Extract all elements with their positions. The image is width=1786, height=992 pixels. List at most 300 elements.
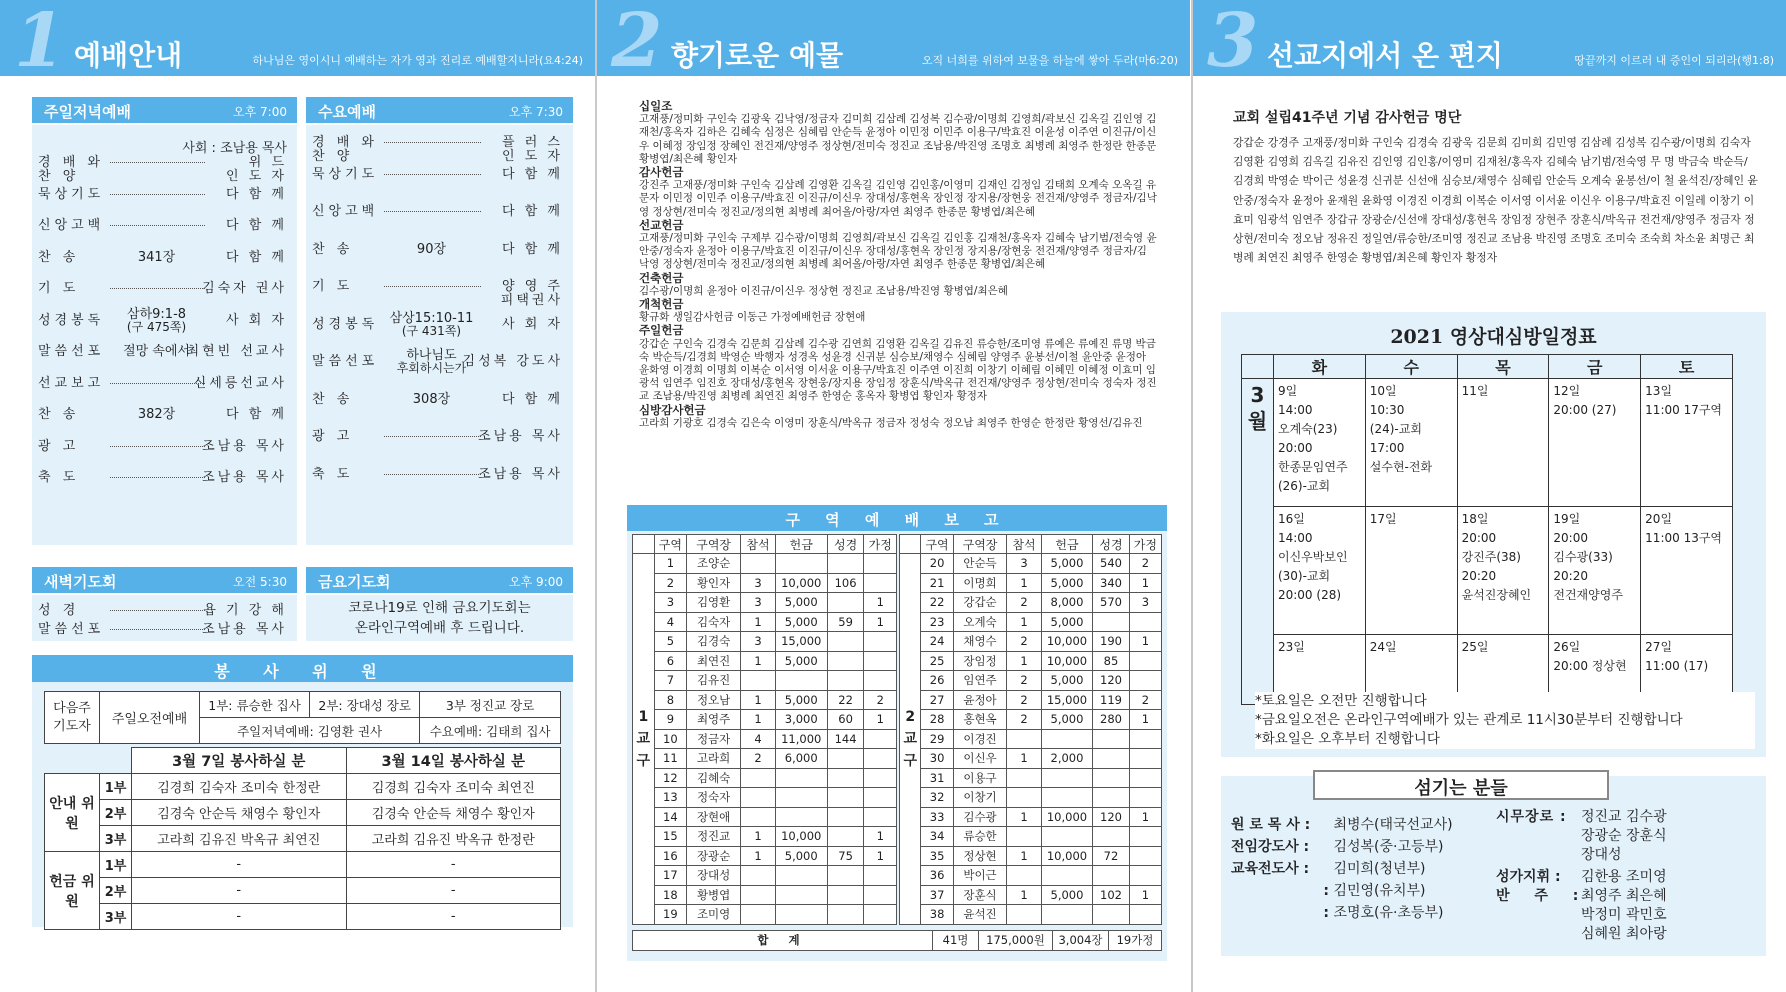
report-cell: 30	[921, 749, 953, 769]
order-row	[306, 388, 573, 408]
order-row	[306, 238, 573, 258]
visit-entry: 한종문임연주	[1277, 460, 1348, 474]
wed-prayer: 수요예배: 김태희 집사	[420, 718, 561, 744]
offering-entries	[639, 100, 1157, 430]
weekday-header: 화	[1273, 355, 1365, 379]
report-cell	[827, 905, 864, 925]
district1-table	[632, 534, 897, 925]
report-cell: 1	[1129, 632, 1161, 652]
report-cell: 24	[921, 632, 953, 652]
calendar-week	[1242, 507, 1733, 635]
leader-dots	[384, 275, 481, 287]
report-cell	[1007, 729, 1041, 749]
part-label: 3부	[100, 904, 132, 930]
calendar-day	[1365, 379, 1457, 507]
order-leader: 다 함 께	[502, 391, 563, 407]
report-cell: 채영수	[953, 632, 1007, 652]
report-cell	[1093, 768, 1130, 788]
leader-dots	[110, 435, 205, 447]
anniversary-names: 강갑순 강경주 고재풍/정미화 구인숙 김경숙 김광욱 김문희 김미희 김민영 김삼례 김성복 김수광/이명희 김숙자 김영환 김영희 김옥길 김유진 김인영 김인홍/이영미 김재천/홍옥자 김혜숙 남기범/전숙영 무 명 박금숙 박순득/김경희 박영순 박이근 성윤경 신귀분 신선애 심승보/채영수 심혜림 안순득 오계숙 윤봉선/이 철 윤석진/장혜인 윤안중/정숙자 윤정아 윤재원 윤화영 이경진 이경희 이복순 이서영 이서윤 이신우 이용구/박효진 이일레 이창기 이효미 임광석 임연주 장갑규 장광순/신선애 장대성/홍현옥 장임정 장현주 장훈식/박옥규 전건재/양영주 정금자 정상현/전미숙 정오남 정유진 정일연/류승한/조미영 정진교 조남용 박진영 조명호 조미숙 조숙희 차소윤 최명근 최병례 최연진 최영주 한영순 황병엽/최은혜 황인자 황정자	[1233, 136, 1758, 265]
report-col-header: 성경	[1093, 535, 1130, 554]
report-cell: 최영주	[687, 710, 741, 730]
choir-names	[1581, 868, 1667, 944]
report-cell: 33	[921, 807, 953, 827]
calendar-box	[1221, 312, 1766, 757]
offering-names: 강진주 고재풍/정미화 구인숙 김삼례 김영환 김옥길 김인영 김인홍/이영미 김재인 김정임 김태희 오계숙 오옥길 유문자 이민정 이민주 이용구/박효진 이진규/이신우 장대성/홍현옥 장인정 장지용/장현웅 전건재/양영주 정금자/김낙영 정상현/전미숙 정진교/정의현 최병례 최어올/아랑/자연 최영주 한종문 황병엽/최은혜	[639, 179, 1157, 218]
report-row	[900, 905, 1162, 925]
report-cell: 35	[921, 846, 953, 866]
offering-names: 김수광/이명희 윤정아 이진규/이신우 정상현 정진교 조남용/박진영 황병엽/최은혜	[639, 284, 1008, 297]
calendar-note: *화요일은 오후부터 진행합니다	[1255, 731, 1440, 747]
report-cell: 1	[741, 612, 776, 632]
offering-category: 심방감사헌금	[639, 402, 706, 417]
report-cell	[741, 554, 776, 574]
report-cell	[1007, 788, 1041, 808]
duty-row	[45, 826, 561, 852]
visit-entry: 14:00	[1277, 531, 1313, 545]
order-row	[32, 277, 297, 297]
report-cell: 2	[864, 690, 897, 710]
report-cell: 23	[921, 612, 953, 632]
duty-names: -	[346, 852, 561, 878]
duty-row	[45, 904, 561, 930]
service-committee-title: 봉 사 위 원	[32, 655, 573, 682]
dawn-prayer-body	[32, 595, 297, 641]
report-cell: 홍현옥	[953, 710, 1007, 730]
report-cell: 조미영	[687, 905, 741, 925]
order-item: 경 배 와	[38, 155, 104, 170]
day-number: 23일	[1277, 640, 1305, 654]
calendar-day	[1273, 507, 1365, 635]
order-content: 삼상15:10-11	[389, 310, 474, 326]
duty-names: 김경숙 안순득 채영수 황인자	[132, 800, 347, 826]
day-number: 16일	[1277, 512, 1305, 526]
report-cell	[1041, 866, 1093, 886]
visit-entry: 20:00	[1461, 531, 1497, 545]
report-cell: 1	[1129, 710, 1161, 730]
order-leader: 최현빈 선교사	[186, 344, 287, 359]
report-cell: 3	[741, 632, 776, 652]
report-cell: 장대성	[687, 866, 741, 886]
report-row	[633, 573, 897, 593]
am-part3: 3부 정진교 장로	[420, 692, 561, 718]
report-row	[900, 612, 1162, 632]
report-row	[633, 690, 897, 710]
report-cell	[775, 554, 827, 574]
staff-row	[1231, 902, 1444, 922]
report-row	[900, 866, 1162, 886]
order-content: 절망 속에서	[123, 344, 190, 359]
friday-prayer-title: 금요기도회 오후 9:00	[306, 567, 573, 593]
report-cell: 김수광	[953, 807, 1007, 827]
order-leader-sub: 인 도 자	[226, 169, 287, 184]
leader-dots	[384, 425, 481, 437]
order-content: 삼하9:1-8	[127, 306, 187, 322]
am-part1: 1부: 류승한 집사	[200, 692, 310, 718]
order-row	[306, 310, 573, 338]
staff-name: 김성복(중·고등부)	[1329, 839, 1444, 855]
report-cell: 4	[741, 729, 776, 749]
order-item: 찬 송	[38, 249, 80, 265]
header-band	[0, 0, 595, 84]
visit-entry: 20:00 정상현	[1553, 659, 1627, 673]
order-item: 축 도	[312, 466, 354, 482]
report-cell: 이용구	[953, 768, 1007, 788]
report-cell: 1	[741, 710, 776, 730]
report-cell: 20	[921, 554, 953, 574]
offering-category: 개척헌금	[639, 297, 684, 312]
calendar-week	[1242, 379, 1733, 507]
report-cell: 1	[1007, 612, 1041, 632]
pm-prayer: 주일저녁예배: 김영환 권사	[200, 718, 420, 744]
duty-names: -	[132, 904, 347, 930]
order-leader: 김성복 강도사	[462, 354, 563, 369]
day-number: 20일	[1645, 512, 1673, 526]
weekday-header: 목	[1457, 355, 1549, 379]
report-cell: 2	[1007, 593, 1041, 613]
sunday-evening-title: 주일저녁예배 오후 7:00	[32, 97, 297, 123]
order-item: 축 도	[38, 470, 80, 485]
order-row	[32, 618, 297, 638]
total-offering: 175,000원	[979, 931, 1053, 951]
day-number: 17일	[1369, 512, 1397, 526]
order-leader: 다 함 께	[502, 204, 563, 219]
total-family: 19가정	[1109, 931, 1162, 951]
report-cell	[1129, 651, 1161, 671]
district-label: 1 교 구	[633, 554, 655, 925]
report-cell: 2	[741, 749, 776, 769]
report-row	[900, 749, 1162, 769]
section-title: 선교지에서 온 편지	[1267, 39, 1503, 72]
report-cell: 1	[741, 651, 776, 671]
order-item-sub: 찬 양	[38, 169, 80, 184]
report-cell	[775, 768, 827, 788]
calendar-day	[1549, 507, 1641, 635]
report-header-row	[633, 535, 897, 554]
elder-names	[1581, 808, 1667, 865]
report-cell	[827, 866, 864, 886]
leader-dots	[110, 277, 205, 289]
order-row	[32, 306, 297, 334]
visit-entry: 20:00	[1553, 531, 1588, 545]
weekday-header: 토	[1641, 355, 1733, 379]
report-cell: 10,000	[1041, 632, 1093, 652]
report-cell: 27	[921, 690, 953, 710]
leader-dots	[384, 463, 481, 475]
order-leader: 다 함 께	[226, 407, 287, 422]
report-cell	[827, 554, 864, 574]
report-cell: 1	[864, 846, 897, 866]
offering-category: 감사헌금	[639, 165, 684, 180]
section-number: 1	[14, 0, 66, 84]
duty-names: 김경숙 안순득 채영수 황인자	[346, 800, 561, 826]
report-cell	[1129, 866, 1161, 886]
order-item: 찬 송	[312, 241, 354, 257]
report-col-header: 구역장	[687, 535, 741, 554]
offering-category: 십일조	[639, 99, 673, 113]
report-cell	[864, 768, 897, 788]
report-cell: 14	[654, 807, 686, 827]
report-cell	[864, 632, 897, 652]
order-item: 광 고	[312, 429, 354, 444]
report-cell: 3	[1129, 593, 1161, 613]
report-cell: 8,000	[1041, 593, 1093, 613]
week2-header: 3월 14일 봉사하실 분	[346, 748, 561, 774]
sunday-evening-order	[32, 125, 297, 545]
report-cell	[827, 768, 864, 788]
visit-entry: 이신우박보인	[1277, 550, 1348, 564]
staff-row	[1231, 880, 1426, 900]
report-header-row	[900, 535, 1162, 554]
visit-entry: 강진주(38)	[1461, 550, 1521, 564]
report-cell	[775, 905, 827, 925]
order-leader: 신세릉선교사	[193, 375, 287, 391]
report-cell	[741, 807, 776, 827]
report-cell	[864, 554, 897, 574]
report-row	[900, 807, 1162, 827]
report-cell	[827, 632, 864, 652]
report-cell	[1129, 827, 1161, 847]
report-cell	[864, 905, 897, 925]
report-cell: 정진교	[687, 827, 741, 847]
report-row	[900, 729, 1162, 749]
report-cell: 1	[864, 612, 897, 632]
order-leader: 조남용 목사	[202, 470, 287, 485]
section-title: 향기로운 예물	[671, 39, 844, 72]
order-item: 성 경	[38, 603, 80, 618]
report-cell: 장현애	[687, 807, 741, 827]
report-cell: 1	[1007, 807, 1041, 827]
visit-entry: 20:20	[1461, 569, 1497, 583]
report-cell	[864, 651, 897, 671]
calendar-day	[1549, 379, 1641, 507]
report-cell	[1041, 768, 1093, 788]
report-row	[633, 651, 897, 671]
duty-names: 김경희 김숙자 조미숙 최연진	[346, 774, 561, 800]
leader-dots	[110, 151, 205, 163]
anniversary-box	[1221, 95, 1766, 295]
report-cell: 119	[1093, 690, 1130, 710]
order-leader: 조남용 목사	[478, 429, 563, 444]
staff-row	[1231, 836, 1444, 856]
order-row	[306, 463, 573, 483]
report-row	[900, 710, 1162, 730]
staff-name: 조명호(유·초등부)	[1329, 905, 1444, 921]
report-col-header: 구역장	[953, 535, 1007, 554]
report-cell: 120	[1093, 671, 1130, 691]
report-cell: 김영환	[687, 593, 741, 613]
report-row	[633, 866, 897, 886]
order-leader: 다 함 께	[502, 241, 563, 257]
visit-calendar	[1241, 354, 1733, 705]
report-cell: 340	[1093, 573, 1130, 593]
district-col	[633, 535, 655, 554]
report-cell: 190	[1093, 632, 1130, 652]
week1-header: 3월 7일 봉사하실 분	[132, 748, 347, 774]
report-cell: 11	[654, 749, 686, 769]
report-cell	[1007, 866, 1041, 886]
calendar-header-row	[1242, 355, 1733, 379]
report-cell: 5	[654, 632, 686, 652]
report-cell: 1	[1007, 846, 1041, 866]
report-cell: 2,000	[1041, 749, 1093, 769]
report-cell: 3	[1007, 554, 1041, 574]
total-label: 합 계	[633, 931, 933, 951]
order-item: 찬 송	[312, 391, 354, 407]
report-cell	[1129, 846, 1161, 866]
duty-names: 김경희 김숙자 조미숙 한정란	[132, 774, 347, 800]
report-cell	[827, 651, 864, 671]
report-row	[633, 905, 897, 925]
visit-entry: 11:00 13구역	[1645, 531, 1723, 545]
district-label: 2 교 구	[900, 554, 921, 925]
order-leader: 다 함 께	[502, 166, 563, 182]
order-item: 성경봉독	[312, 316, 379, 332]
calendar-day	[1457, 507, 1549, 635]
report-cell	[864, 573, 897, 593]
section-title: 예배안내	[74, 39, 183, 72]
report-col-header: 가정	[1129, 535, 1161, 554]
report-cell: 1	[741, 846, 776, 866]
order-leader: 사 회 자	[502, 316, 563, 332]
order-row	[306, 200, 573, 220]
order-leader: 조남용 목사	[478, 466, 563, 482]
order-item: 묵상기도	[38, 186, 105, 202]
order-item: 기 도	[312, 279, 354, 294]
calendar-title: 2021 영상대심방일정표	[1390, 326, 1597, 348]
report-cell: 11,000	[775, 729, 827, 749]
report-cell: 이창기	[953, 788, 1007, 808]
report-cell	[827, 788, 864, 808]
duty-table	[44, 747, 561, 930]
day-number: 11일	[1461, 384, 1489, 398]
report-cell: 144	[827, 729, 864, 749]
report-cell: 12	[654, 768, 686, 788]
calendar-day	[1641, 379, 1733, 507]
visit-entry: 20:00 (28)	[1277, 588, 1342, 602]
order-row	[32, 151, 297, 184]
report-cell: 540	[1093, 554, 1130, 574]
report-cell: 10,000	[1041, 846, 1093, 866]
duty-names: -	[346, 904, 561, 930]
offering-names: 강갑순 구인숙 김경숙 김문희 김삼례 김수광 김연희 김영환 김옥길 김유진 류승한/조미영 류예은 류예진 류명 박금숙 박순득/김경희 박영순 박행자 성경옥 성윤경 신귀분 심승보/채영수 심혜림 양영주 윤봉선/이철 윤안중 윤정아 윤화영 이경희 이명희 이복순 이서영 이서윤 이용구/박효진 이주연 이진희 이창기 이혜림 이혜민 이혜정 이효미 임광석 임연주 임진호 장대성/홍현옥 장현웅/장지용 장임정 장훈식/박옥규 전건재/양영주 정상현/전미숙 정숙자 정진교 조남용/박진영 최병례 최연진 최영주 한영순 홍옥자 황병엽 황인자 황정자	[639, 337, 1157, 403]
offering-committee-label: 헌금 위원	[45, 852, 100, 930]
report-cell: 280	[1093, 710, 1130, 730]
header-band	[597, 0, 1190, 84]
report-cell: 17	[654, 866, 686, 886]
calendar-note: *토요일은 오전만 진행합니다	[1255, 693, 1427, 709]
order-row	[32, 372, 297, 392]
month-corner	[1242, 355, 1274, 379]
report-cell	[1129, 905, 1161, 925]
report-cell: 2	[1007, 632, 1041, 652]
duty-row	[45, 800, 561, 826]
visit-entry: 11:00 (17)	[1645, 659, 1709, 673]
report-row	[900, 885, 1162, 905]
order-row	[306, 275, 573, 308]
visit-entry: 오계숙(23)	[1277, 422, 1338, 436]
report-cell: 60	[827, 710, 864, 730]
calendar-day	[1273, 379, 1365, 507]
next-prayer-label: 다음주 기도자	[45, 692, 100, 744]
report-cell: 10,000	[775, 573, 827, 593]
report-cell	[827, 827, 864, 847]
leader-dots	[110, 372, 205, 384]
report-cell	[864, 807, 897, 827]
calendar-note: *금요일오전은 온라인구역예배가 있는 관계로 11시30분부터 진행합니다	[1255, 712, 1683, 728]
report-row	[633, 632, 897, 652]
staff-role: :	[1323, 905, 1329, 921]
report-cell: 16	[654, 846, 686, 866]
report-row	[900, 651, 1162, 671]
calendar-day	[1365, 507, 1457, 635]
report-cell	[775, 671, 827, 691]
report-cell: 이신우	[953, 749, 1007, 769]
order-item: 묵상기도	[312, 166, 379, 182]
report-cell: 8	[654, 690, 686, 710]
report-cell	[827, 749, 864, 769]
report-cell: 5,000	[775, 690, 827, 710]
order-content: 90장	[416, 241, 447, 257]
visit-entry: 설수현-전화	[1369, 460, 1433, 474]
visit-entry: 11:00 17구역	[1645, 403, 1723, 417]
host: 사회 : 조남용 목사	[182, 141, 287, 156]
day-number: 10일	[1369, 384, 1397, 398]
report-cell: 4	[654, 612, 686, 632]
staff-role: 원 로 목 사 :	[1231, 817, 1311, 833]
report-col-header: 헌금	[1041, 535, 1093, 554]
part-label: 2부	[100, 878, 132, 904]
report-row	[900, 846, 1162, 866]
order-row	[32, 246, 297, 266]
day-number: 24일	[1369, 640, 1397, 654]
report-cell: 조양순	[687, 554, 741, 574]
report-cell: 22	[827, 690, 864, 710]
report-cell: 정오남	[687, 690, 741, 710]
report-cell: 1	[741, 827, 776, 847]
calendar-notes	[1255, 692, 1755, 749]
report-row	[633, 885, 897, 905]
report-cell	[827, 671, 864, 691]
report-total	[632, 930, 1162, 951]
page-offerings	[597, 0, 1190, 992]
elder-name: 장대성	[1581, 847, 1622, 863]
order-row	[32, 183, 297, 203]
report-cell	[775, 788, 827, 808]
visit-entry: 20:20	[1553, 569, 1588, 583]
staff-name: 최병수(태국선교사)	[1329, 817, 1453, 833]
order-leader: 다 함 께	[226, 186, 287, 202]
offering-category: 건축헌금	[639, 270, 684, 285]
order-row	[32, 403, 297, 423]
order-item: 광 고	[38, 438, 80, 454]
offering-category: 주일헌금	[639, 323, 684, 338]
staff-box	[1221, 776, 1766, 956]
order-leader: 욥 기 강 해	[203, 603, 287, 618]
report-cell	[1129, 788, 1161, 808]
report-cell: 2	[1129, 690, 1161, 710]
report-cell	[864, 749, 897, 769]
day-number: 12일	[1553, 384, 1581, 398]
report-cell	[741, 866, 776, 886]
part-label: 1부	[100, 852, 132, 878]
part-label: 3부	[100, 826, 132, 852]
visit-entry: (30)-교회	[1277, 569, 1331, 583]
order-leader: 위 드	[248, 155, 287, 170]
day-number: 25일	[1461, 640, 1489, 654]
report-cell: 72	[1093, 846, 1130, 866]
accompanist-role: 반 주 :	[1496, 888, 1589, 904]
